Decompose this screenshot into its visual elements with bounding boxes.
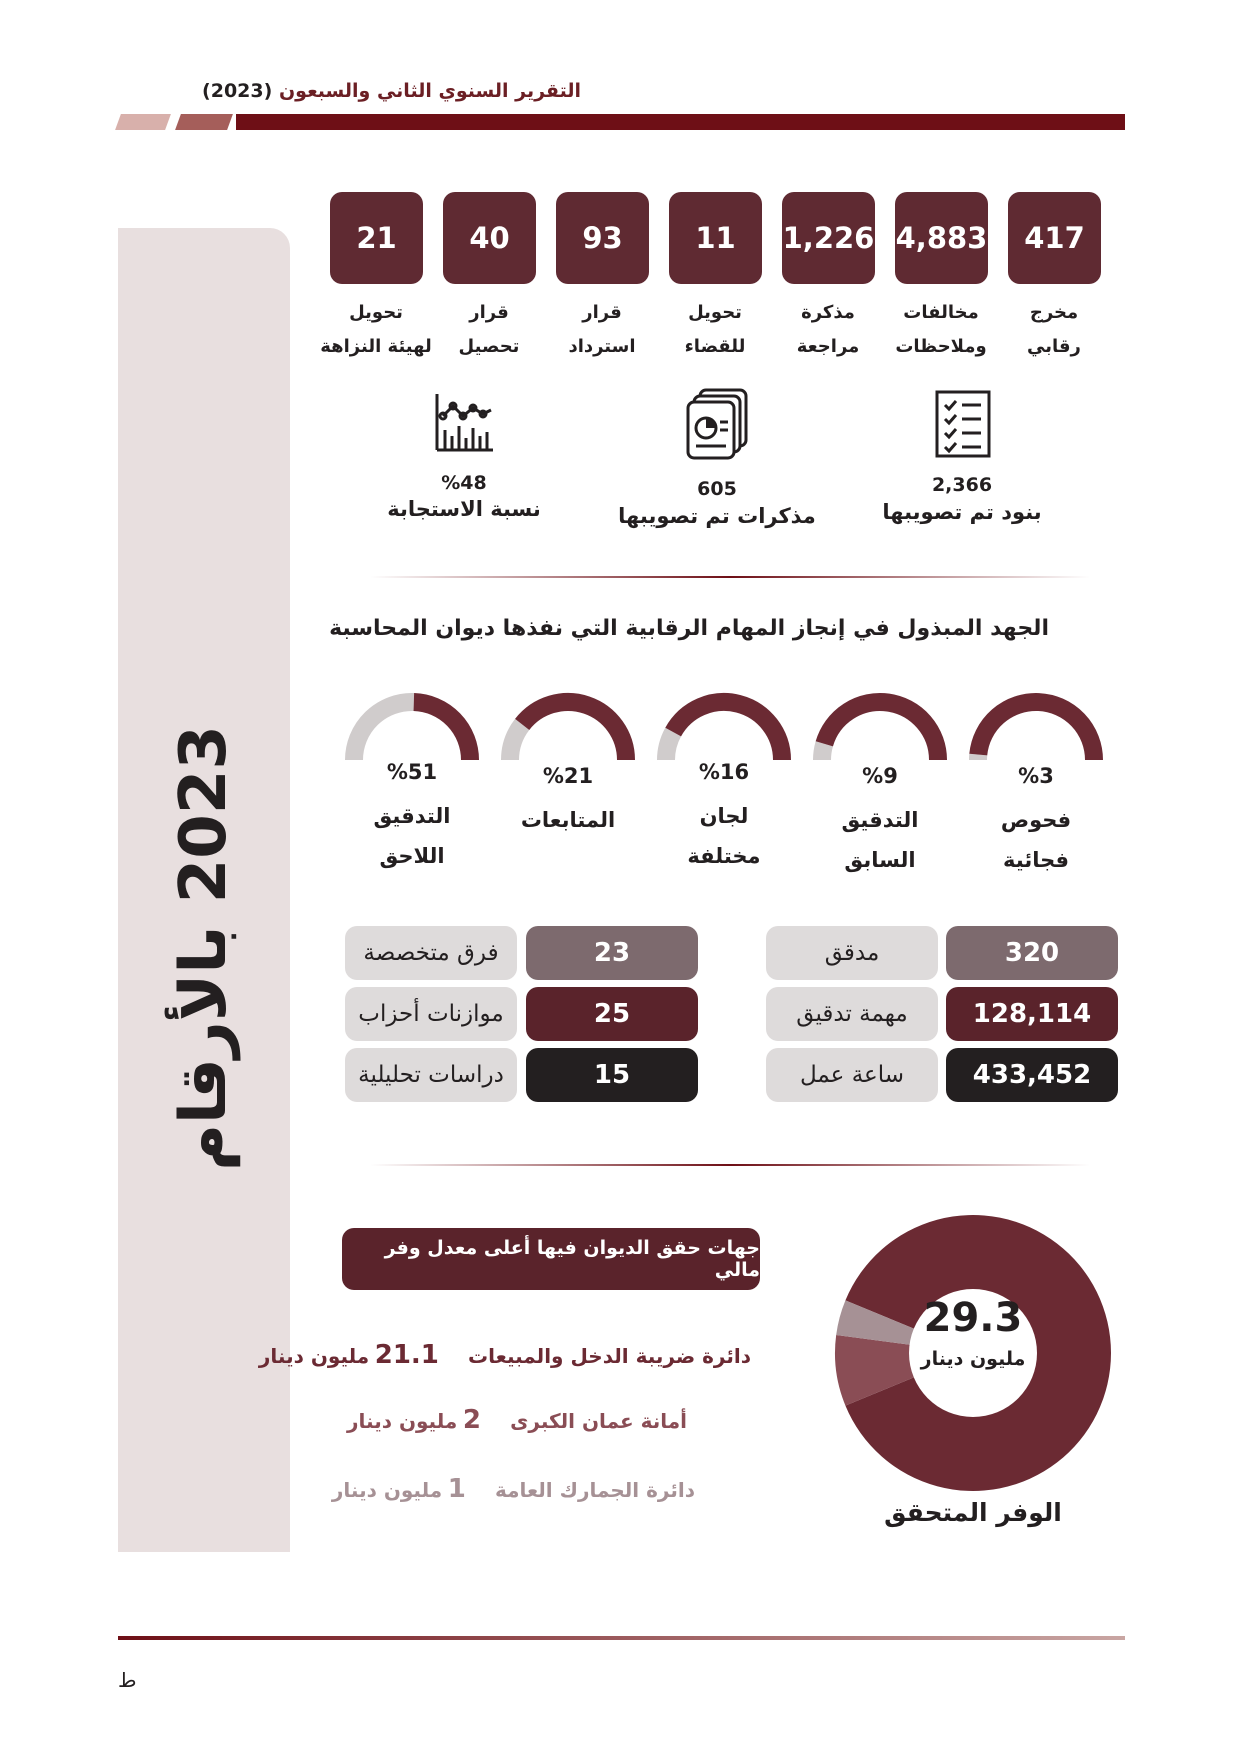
stat-box: 11 xyxy=(669,192,762,284)
highlight-label: نسبة الاستجابة xyxy=(387,497,541,521)
savings-total-value: 29.3 xyxy=(923,1295,1023,1341)
checklist-icon xyxy=(935,390,991,458)
gauge-label xyxy=(493,800,643,840)
stat-label-line: مخالفات xyxy=(903,302,979,323)
stat-box: 93 xyxy=(556,192,649,284)
report-title xyxy=(202,80,581,102)
divider xyxy=(370,1164,1090,1166)
effort-title: الجهد المبذول في إنجاز المهام الرقابية التي نفذها ديوان المحاسبة xyxy=(329,616,1049,641)
stat-box: 40 xyxy=(443,192,536,284)
report-title-text: التقرير السنوي الثاني والسبعون xyxy=(278,80,581,102)
stat-label-line: قرار xyxy=(582,302,622,323)
savings-total-unit: مليون دينار xyxy=(920,1348,1026,1370)
divider xyxy=(370,576,1090,578)
highlight-value: %48 xyxy=(441,472,487,494)
gauge-percent: %3 xyxy=(1018,764,1054,788)
resource-label: دراسات تحليلية xyxy=(345,1048,517,1102)
gauge-track xyxy=(510,724,522,760)
stat-label-line: تحصيل xyxy=(458,336,520,357)
documents-chart-icon xyxy=(686,388,750,460)
entity-unit: مليون دينار xyxy=(347,1409,458,1433)
stat-box: 1,226 xyxy=(782,192,875,284)
gauge-chart xyxy=(810,690,950,766)
resource-value: 433,452 xyxy=(946,1048,1118,1102)
highlight-value: 2,366 xyxy=(931,474,993,496)
gauge-label-line: لجان xyxy=(699,804,749,828)
entity-name: دائرة الجمارك العامة xyxy=(494,1478,695,1502)
resource-value: 128,114 xyxy=(946,987,1118,1041)
gauge-label-line: السابق xyxy=(844,848,916,872)
gauge-percent: %9 xyxy=(862,764,898,788)
stat-box: 417 xyxy=(1008,192,1101,284)
gauge-label-line: التدقيق xyxy=(841,808,919,832)
stat-label-line: لهيئة النزاهة xyxy=(320,336,432,357)
stat-label xyxy=(306,296,446,364)
resource-value: 23 xyxy=(526,926,698,980)
stat-label-line: مذكرة xyxy=(801,302,855,323)
page-number: ط xyxy=(118,1668,137,1692)
resource-label: مهمة تدقيق xyxy=(766,987,938,1041)
entity-unit: مليون دينار xyxy=(331,1478,443,1502)
gauge-label-line: فحوص xyxy=(1000,808,1072,832)
entity-name: دائرة ضريبة الدخل والمبيعات xyxy=(468,1344,751,1368)
gauge-fill xyxy=(414,702,470,760)
savings-entity-row xyxy=(259,1340,751,1370)
report-year: (2023) xyxy=(202,80,273,102)
gauge-label-line: مختلفة xyxy=(687,844,761,868)
gauge-fill xyxy=(978,702,1094,760)
entity-amount: 2 xyxy=(462,1405,481,1435)
gauge-label-line: التدقيق xyxy=(373,804,451,828)
entity-amount: 1 xyxy=(447,1474,466,1504)
bar-chart-icon xyxy=(433,392,495,454)
gauge-percent: %21 xyxy=(542,764,594,788)
highlight-value: 605 xyxy=(697,478,737,500)
gauge-fill xyxy=(824,702,938,760)
gauge-label xyxy=(961,800,1111,880)
gauge-percent: %16 xyxy=(698,760,750,784)
resource-label: ساعة عمل xyxy=(766,1048,938,1102)
highlight-label: مذكرات تم تصويبها xyxy=(618,504,816,528)
savings-header: جهات حقق الديوان فيها أعلى معدل وفر مالي xyxy=(342,1228,760,1290)
gauge-label xyxy=(805,800,955,880)
stat-label-line: تحويل xyxy=(349,302,403,323)
stat-label-line: تحويل xyxy=(688,302,742,323)
gauge-track xyxy=(822,744,824,760)
gauge-label-line: المتابعات xyxy=(520,808,616,832)
gauge-label xyxy=(649,796,799,876)
gauge-chart xyxy=(342,690,482,766)
resource-value: 320 xyxy=(946,926,1118,980)
gauge-label xyxy=(337,796,487,876)
stat-label-line: رقابي xyxy=(1027,336,1081,357)
gauge-percent: %51 xyxy=(386,760,438,784)
savings-entity-row xyxy=(332,1474,695,1504)
side-panel-title: 2023 بالأرقام xyxy=(167,725,241,1171)
resource-label: فرق متخصصة xyxy=(345,926,517,980)
entity-amount: 21.1 xyxy=(374,1340,439,1370)
gauge-track xyxy=(354,702,414,760)
header-stripe-mid xyxy=(175,114,233,130)
highlight-label: بنود تم تصويبها xyxy=(882,500,1042,524)
header-stripe-light xyxy=(115,114,171,130)
gauge-label-line: فجائية xyxy=(1003,848,1069,872)
stat-label-line: مخرج xyxy=(1029,302,1079,323)
savings-entity-row xyxy=(347,1405,687,1435)
entity-unit: مليون دينار xyxy=(258,1344,370,1368)
resource-label: مدقق xyxy=(766,926,938,980)
gauge-chart xyxy=(654,690,794,766)
stat-box: 4,883 xyxy=(895,192,988,284)
stat-label-line: وملاحظات xyxy=(895,336,987,357)
footer-line xyxy=(118,1636,1125,1640)
header-stripe-dark xyxy=(236,114,1125,130)
stat-label-line: مراجعة xyxy=(796,336,860,357)
gauge-chart xyxy=(966,690,1106,766)
gauge-label-line: اللاحق xyxy=(379,844,445,868)
resource-label: موازنات أحزاب xyxy=(345,987,517,1041)
resource-value: 25 xyxy=(526,987,698,1041)
savings-caption: الوفر المتحقق xyxy=(884,1498,1062,1527)
gauge-track xyxy=(666,732,673,760)
entity-name: أمانة عمان الكبرى xyxy=(510,1409,687,1433)
gauge-chart xyxy=(498,690,638,766)
gauge-fill xyxy=(673,702,782,760)
stat-label-line: قرار xyxy=(469,302,509,323)
stat-label-line: للقضاء xyxy=(684,336,746,357)
gauge-fill xyxy=(522,702,626,760)
stat-box: 21 xyxy=(330,192,423,284)
stat-label-line: استرداد xyxy=(568,336,636,357)
resource-value: 15 xyxy=(526,1048,698,1102)
